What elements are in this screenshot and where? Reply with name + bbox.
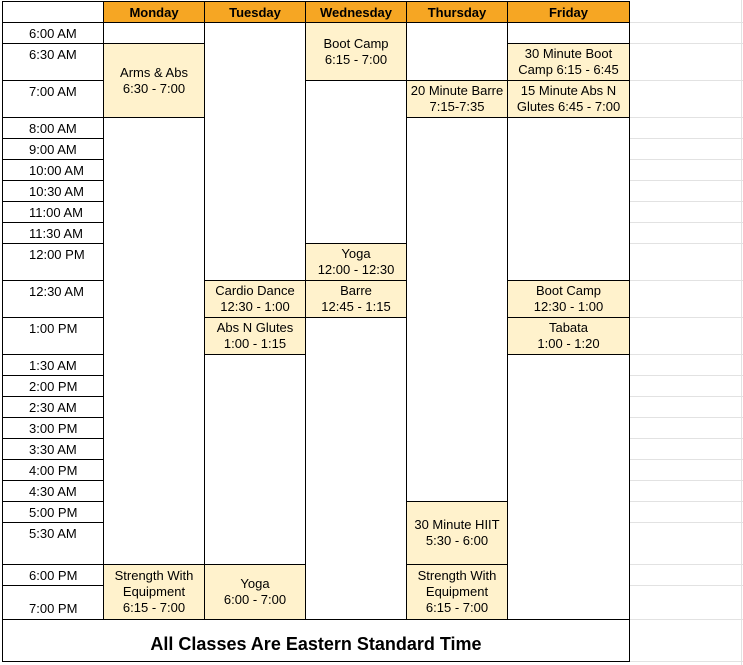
class-name: Arms & Abs <box>120 64 188 80</box>
class-cell-tuesday-cardio-dance[interactable] <box>204 280 306 318</box>
gridline <box>630 619 743 620</box>
gridline <box>741 0 742 665</box>
empty-block-wednesday[interactable] <box>305 80 407 244</box>
gridline <box>630 22 743 23</box>
time-cell[interactable]: 1:30 AM <box>2 354 104 376</box>
class-cell-thursday-barre[interactable] <box>406 80 508 118</box>
time-cell[interactable]: 12:00 PM <box>2 243 104 281</box>
time-cell[interactable]: 6:30 AM <box>2 43 104 81</box>
time-cell[interactable]: 2:30 AM <box>2 396 104 418</box>
time-cell[interactable]: 11:00 AM <box>2 201 104 223</box>
class-cell-thursday-strength[interactable] <box>406 564 508 620</box>
class-name-line2: Equipment <box>122 584 186 599</box>
class-name: 30 Minute HIIT <box>414 517 500 532</box>
class-name: Barre <box>340 283 372 298</box>
empty-block-tuesday[interactable] <box>204 354 306 565</box>
empty-block-thursday[interactable] <box>406 22 508 81</box>
time-cell[interactable]: 4:00 PM <box>2 459 104 481</box>
time-cell[interactable]: 7:00 PM <box>2 585 104 620</box>
gridline <box>630 480 743 481</box>
time-cell[interactable]: 12:30 AM <box>2 280 104 318</box>
gridline <box>630 522 743 523</box>
time-cell[interactable]: 6:00 PM <box>2 564 104 586</box>
time-cell[interactable]: 2:00 PM <box>2 375 104 397</box>
class-cell-monday-arms-abs[interactable] <box>103 43 205 118</box>
class-cell-friday-tabata[interactable] <box>507 317 630 355</box>
class-time: 6:00 - 7:00 <box>223 592 287 607</box>
time-cell[interactable]: 10:00 AM <box>2 159 104 181</box>
class-name: 30 Minute Boot <box>524 46 613 61</box>
time-cell[interactable]: 10:30 AM <box>2 180 104 202</box>
class-time: 12:00 - 12:30 <box>317 262 395 277</box>
class-time: 1:00 - 1:15 <box>223 336 287 351</box>
time-cell[interactable]: 9:00 AM <box>2 138 104 160</box>
time-cell[interactable]: 11:30 AM <box>2 222 104 244</box>
gridline <box>630 354 743 355</box>
class-time: 5:30 - 6:00 <box>425 533 489 548</box>
class-cell-tuesday-abs-glutes[interactable] <box>204 317 306 355</box>
time-cell[interactable]: 6:00 AM <box>2 22 104 44</box>
time-cell[interactable]: 7:00 AM <box>2 80 104 118</box>
gridline <box>630 180 743 181</box>
empty-block-friday[interactable] <box>507 354 630 620</box>
class-cell-friday-boot-camp[interactable] <box>507 280 630 318</box>
class-cell-friday-boot-camp-30[interactable] <box>507 43 630 81</box>
class-time: 7:15-7:35 <box>429 99 485 114</box>
class-time: 6:15 - 7:00 <box>425 600 489 615</box>
gridline <box>630 159 743 160</box>
gridline <box>630 459 743 460</box>
gridline <box>630 396 743 397</box>
class-time: 1:00 - 1:20 <box>537 336 600 351</box>
class-cell-tuesday-yoga[interactable] <box>204 564 306 620</box>
gridline <box>630 501 743 502</box>
gridline <box>630 661 743 662</box>
class-name-line2: Equipment <box>425 584 489 599</box>
class-time: 12:30 - 1:00 <box>533 299 604 314</box>
class-name: Yoga <box>341 246 371 261</box>
class-name: Yoga <box>240 576 270 591</box>
gridline <box>630 585 743 586</box>
header-thursday[interactable]: Thursday <box>406 1 508 23</box>
gridline <box>630 564 743 565</box>
class-cell-wednesday-yoga[interactable] <box>305 243 407 281</box>
time-cell[interactable]: 3:30 AM <box>2 438 104 460</box>
empty-cell-friday[interactable] <box>507 22 630 44</box>
gridline <box>630 438 743 439</box>
gridline <box>630 222 743 223</box>
class-name: Strength With <box>114 568 194 583</box>
header-wednesday[interactable]: Wednesday <box>305 1 407 23</box>
class-name: Cardio Dance <box>215 283 295 298</box>
class-time: 6:15 - 7:00 <box>122 600 186 615</box>
class-name: 15 Minute Abs N <box>520 83 617 98</box>
gridline <box>630 43 743 44</box>
time-cell[interactable]: 8:00 AM <box>2 117 104 139</box>
class-cell-thursday-hiit[interactable] <box>406 501 508 565</box>
class-cell-monday-strength[interactable] <box>103 564 205 620</box>
empty-block-wednesday[interactable] <box>305 317 407 620</box>
gridline <box>630 80 743 81</box>
class-time: 6:15 - 7:00 <box>324 51 388 67</box>
class-cell-wednesday-barre[interactable] <box>305 280 407 318</box>
class-time: 6:30 - 7:00 <box>122 80 186 96</box>
class-name: Abs N Glutes <box>216 320 294 335</box>
class-name: Tabata <box>548 320 589 335</box>
timezone-footer[interactable]: All Classes Are Eastern Standard Time <box>2 619 630 662</box>
class-time: Glutes 6:45 - 7:00 <box>516 99 621 114</box>
gridline <box>630 375 743 376</box>
header-monday[interactable]: Monday <box>103 1 205 23</box>
header-corner-cell[interactable] <box>2 1 104 23</box>
time-cell[interactable]: 1:00 PM <box>2 317 104 355</box>
class-cell-friday-abs-glutes[interactable] <box>507 80 630 118</box>
empty-block-tuesday[interactable] <box>204 22 306 281</box>
class-time: Camp 6:15 - 6:45 <box>518 62 619 77</box>
class-name: Strength With <box>417 568 497 583</box>
gridline <box>630 317 743 318</box>
class-name: 20 Minute Barre <box>410 83 504 98</box>
gridline <box>630 243 743 244</box>
empty-block-thursday[interactable] <box>406 117 508 502</box>
empty-cell-monday[interactable] <box>103 22 205 44</box>
gridline <box>630 280 743 281</box>
gridline <box>630 117 743 118</box>
empty-block-friday[interactable] <box>507 117 630 281</box>
class-name: Boot Camp <box>323 35 389 51</box>
class-name: Boot Camp <box>535 283 602 298</box>
class-cell-wednesday-boot-camp[interactable] <box>305 22 407 81</box>
class-time: 12:30 - 1:00 <box>220 299 290 314</box>
class-time: 12:45 - 1:15 <box>321 299 391 314</box>
gridline <box>630 138 743 139</box>
empty-block-monday[interactable] <box>103 117 205 565</box>
header-friday[interactable]: Friday <box>507 1 630 23</box>
time-cell[interactable]: 5:30 AM <box>2 522 104 565</box>
gridline <box>630 417 743 418</box>
header-tuesday[interactable]: Tuesday <box>204 1 306 23</box>
time-cell[interactable]: 4:30 AM <box>2 480 104 502</box>
time-cell[interactable]: 3:00 PM <box>2 417 104 439</box>
time-cell[interactable]: 5:00 PM <box>2 501 104 523</box>
gridline <box>630 201 743 202</box>
